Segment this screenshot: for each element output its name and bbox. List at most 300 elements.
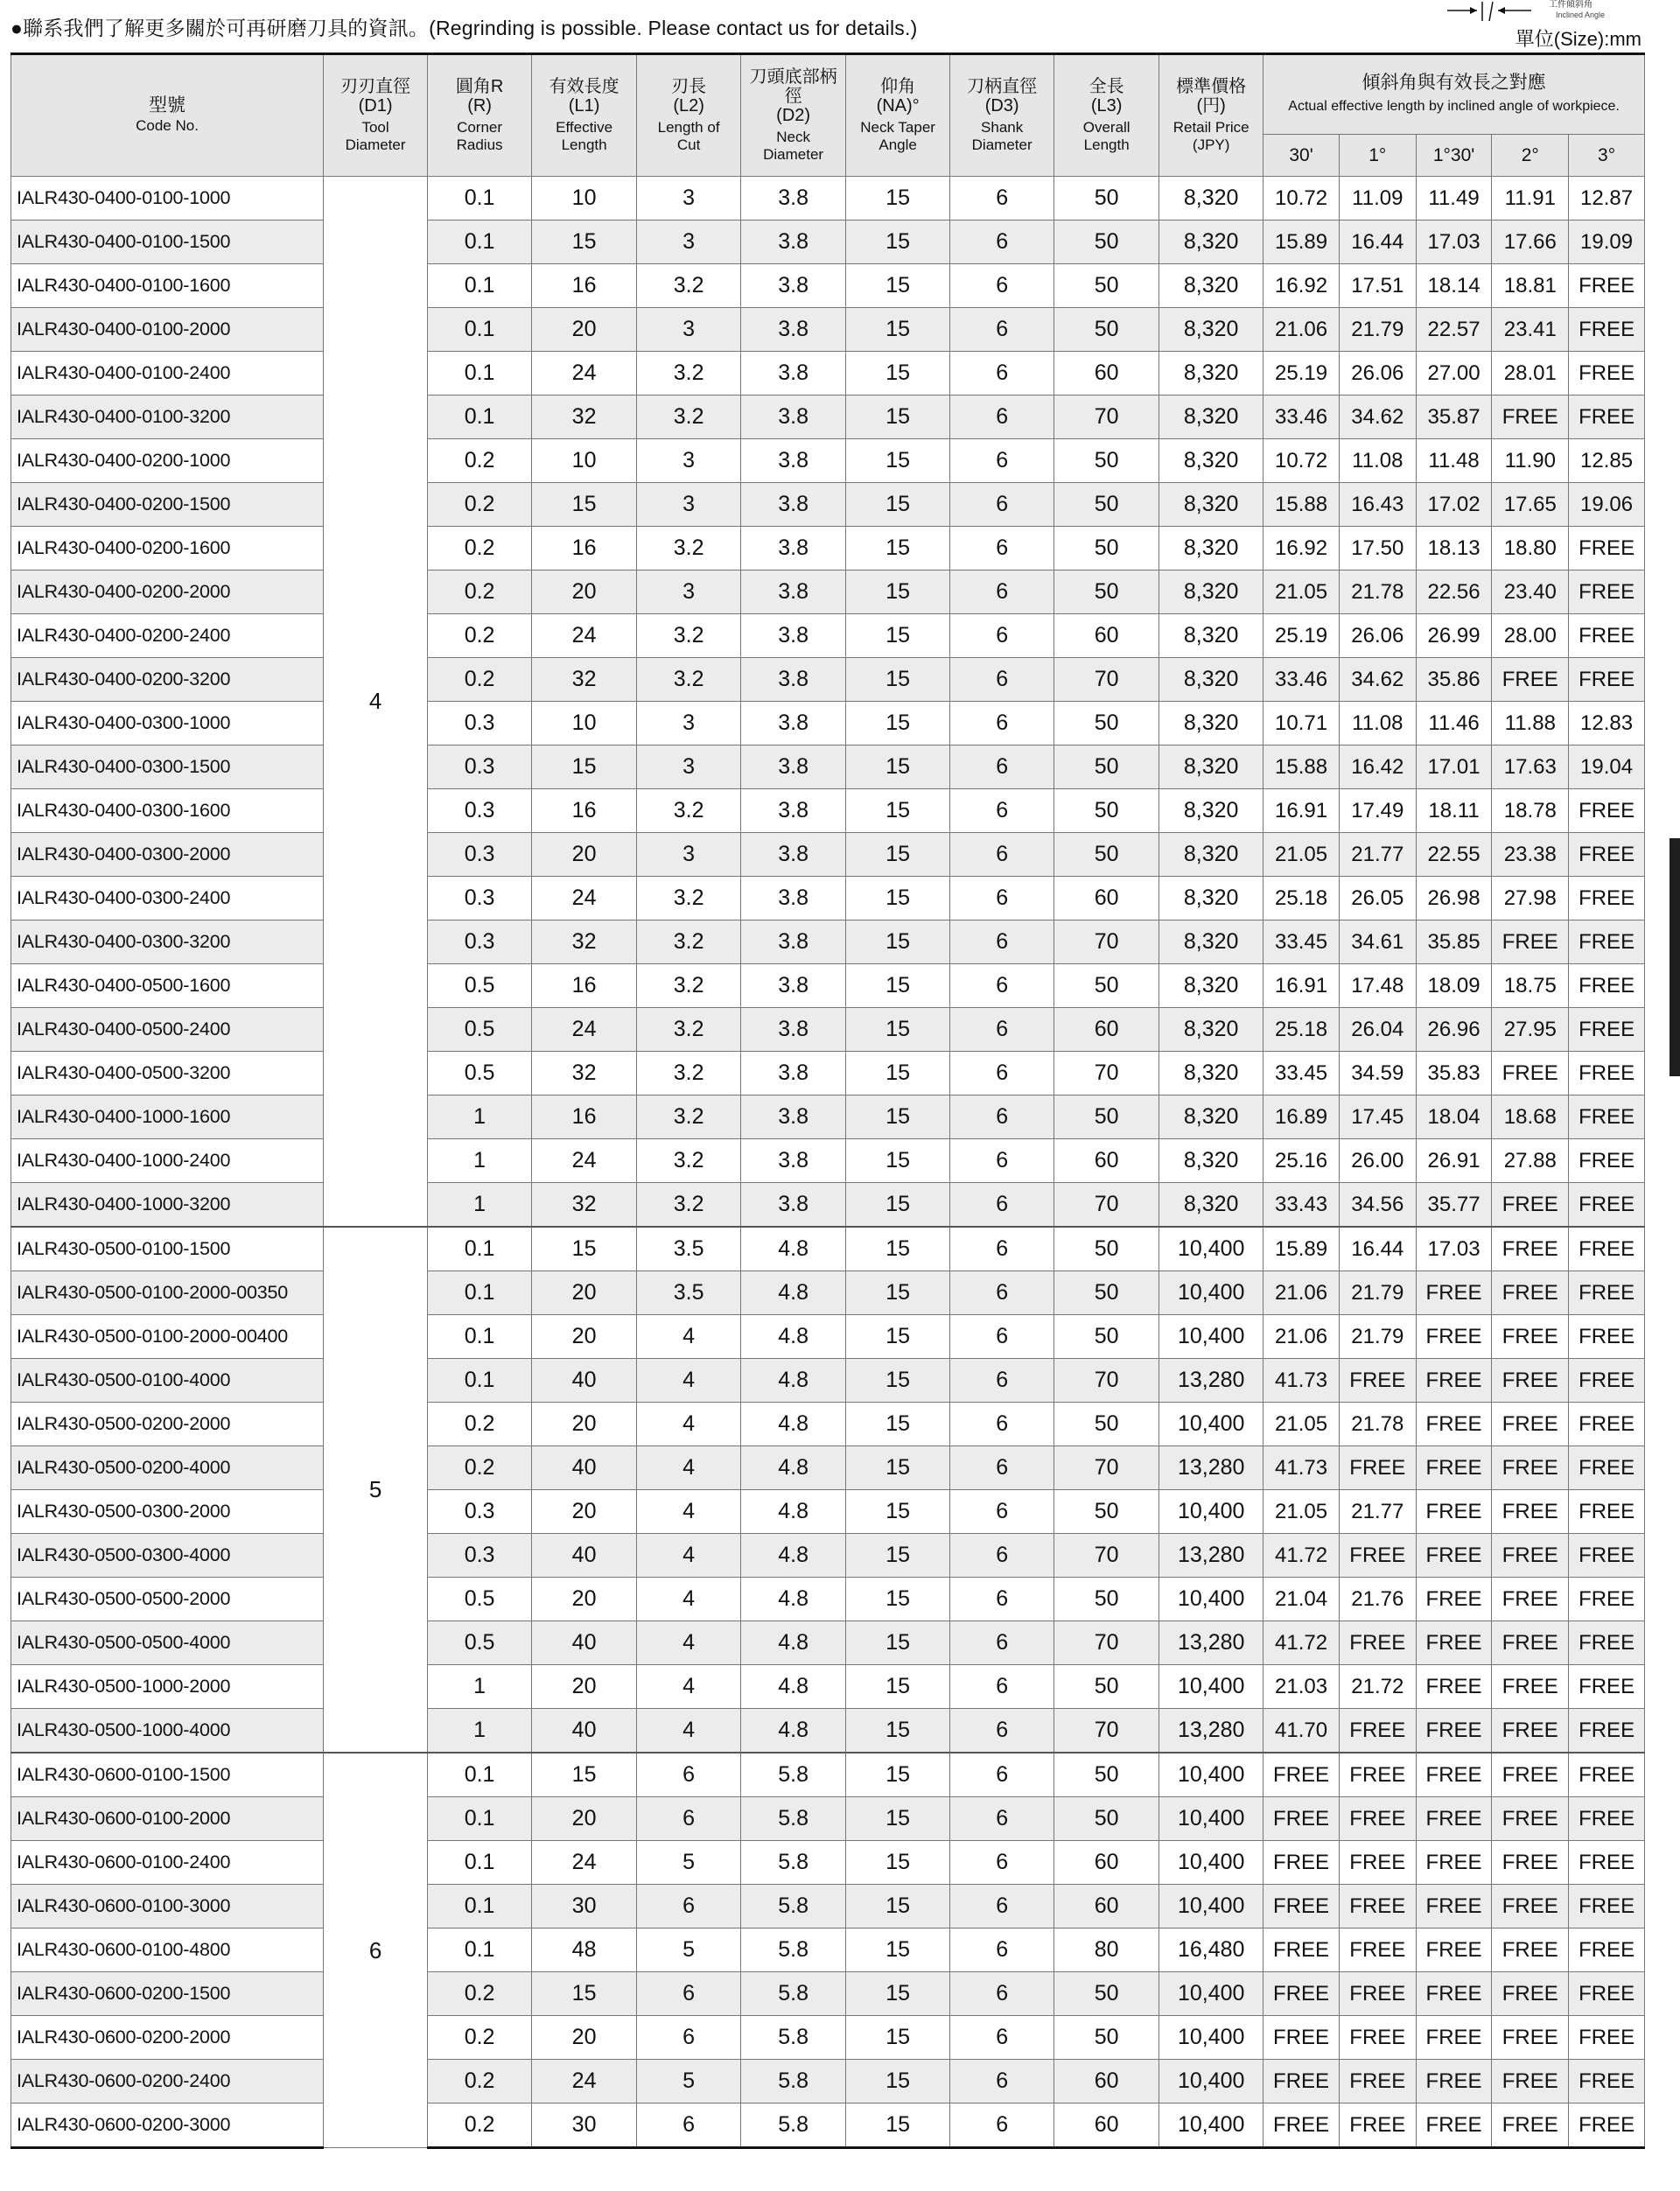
neck-diameter-cell: 3.8 — [741, 920, 846, 964]
overall-length-cell: 50 — [1054, 1227, 1159, 1271]
neck-taper-angle-cell: 15 — [846, 877, 950, 920]
code-cell: IALR430-0600-0200-2400 — [11, 2060, 324, 2104]
code-cell: IALR430-0400-1000-2400 — [11, 1139, 324, 1183]
inclined-1deg-cell: 26.05 — [1339, 877, 1416, 920]
inclined-3deg-cell: FREE — [1569, 308, 1645, 352]
effective-length-cell: 40 — [532, 1446, 637, 1490]
overall-length-cell: 70 — [1054, 396, 1159, 439]
inclined-1deg-cell: FREE — [1339, 1534, 1416, 1578]
shank-diameter-cell: 6 — [950, 1841, 1054, 1885]
col-code-en: Code No. — [136, 117, 199, 134]
col-d1-zh: 刃刃直徑 — [340, 77, 411, 96]
neck-diameter-cell: 4.8 — [741, 1534, 846, 1578]
retail-price-cell: 10,400 — [1159, 1490, 1264, 1534]
inclined-1deg30-cell: FREE — [1416, 1665, 1492, 1709]
inclined-2deg-cell: 11.91 — [1492, 177, 1569, 220]
inclined-1deg30-cell: 35.77 — [1416, 1183, 1492, 1228]
neck-taper-angle-cell: 15 — [846, 1052, 950, 1096]
table-row — [11, 1271, 1645, 1315]
col-d2-zh: 刀頭底部柄徑 — [749, 67, 837, 106]
inclined-1deg-cell: 34.56 — [1339, 1183, 1416, 1228]
unit-label: 單位(Size):mm — [1515, 28, 1642, 50]
neck-diameter-cell: 3.8 — [741, 614, 846, 658]
code-cell: IALR430-0400-0100-2000 — [11, 308, 324, 352]
inclined-3deg-cell: FREE — [1569, 833, 1645, 877]
code-cell: IALR430-0400-0300-2000 — [11, 833, 324, 877]
corner-radius-cell: 0.2 — [428, 439, 532, 483]
inclined-30min-cell: 41.70 — [1264, 1709, 1340, 1754]
shank-diameter-cell: 6 — [950, 1227, 1054, 1271]
corner-radius-cell: 0.1 — [428, 396, 532, 439]
neck-taper-angle-cell: 15 — [846, 658, 950, 702]
neck-taper-angle-cell: 15 — [846, 1972, 950, 2016]
table-row — [11, 1096, 1645, 1139]
corner-radius-cell: 0.1 — [428, 1753, 532, 1797]
retail-price-cell: 8,320 — [1159, 1139, 1264, 1183]
overall-length-cell: 50 — [1054, 1490, 1159, 1534]
inclined-2deg-cell: 17.66 — [1492, 220, 1569, 264]
inclined-3deg-cell: FREE — [1569, 877, 1645, 920]
effective-length-cell: 20 — [532, 308, 637, 352]
code-cell: IALR430-0600-0100-2000 — [11, 1797, 324, 1841]
overall-length-cell: 50 — [1054, 483, 1159, 527]
effective-length-cell: 20 — [532, 570, 637, 614]
effective-length-cell: 32 — [532, 658, 637, 702]
shank-diameter-cell: 6 — [950, 1052, 1054, 1096]
effective-length-cell: 40 — [532, 1359, 637, 1403]
effective-length-cell: 20 — [532, 1578, 637, 1621]
tool-diameter-cell: 5 — [324, 1227, 428, 1753]
inclined-1deg-cell: FREE — [1339, 1885, 1416, 1928]
shank-diameter-cell: 6 — [950, 658, 1054, 702]
code-cell: IALR430-0400-0500-3200 — [11, 1052, 324, 1096]
shank-diameter-cell: 6 — [950, 1928, 1054, 1972]
code-cell: IALR430-0400-0300-1500 — [11, 746, 324, 789]
corner-radius-cell: 0.1 — [428, 1315, 532, 1359]
neck-diameter-cell: 5.8 — [741, 1885, 846, 1928]
table-row — [11, 789, 1645, 833]
inclined-30min-cell: 41.73 — [1264, 1359, 1340, 1403]
col-l1-en2: Length — [561, 136, 607, 153]
shank-diameter-cell: 6 — [950, 1446, 1054, 1490]
inclined-30min-cell: 33.43 — [1264, 1183, 1340, 1228]
inclined-1deg30-cell: FREE — [1416, 2104, 1492, 2148]
inclined-1deg30-cell: 17.03 — [1416, 220, 1492, 264]
table-row — [11, 1315, 1645, 1359]
overall-length-cell: 60 — [1054, 1841, 1159, 1885]
corner-radius-cell: 1 — [428, 1183, 532, 1228]
inclined-1deg30-cell: FREE — [1416, 1885, 1492, 1928]
shank-diameter-cell: 6 — [950, 1534, 1054, 1578]
neck-taper-angle-cell: 15 — [846, 396, 950, 439]
shank-diameter-cell: 6 — [950, 570, 1054, 614]
inclined-3deg-cell: 12.83 — [1569, 702, 1645, 746]
corner-radius-cell: 0.3 — [428, 1490, 532, 1534]
col-angle: 3° — [1569, 135, 1645, 177]
inclined-3deg-cell: FREE — [1569, 1665, 1645, 1709]
overall-length-cell: 50 — [1054, 964, 1159, 1008]
effective-length-cell: 10 — [532, 439, 637, 483]
inclined-30min-cell: FREE — [1264, 1885, 1340, 1928]
length-of-cut-cell: 6 — [637, 2104, 741, 2148]
effective-length-cell: 20 — [532, 833, 637, 877]
neck-taper-angle-cell: 15 — [846, 1315, 950, 1359]
length-of-cut-cell: 3.2 — [637, 1139, 741, 1183]
inclined-3deg-cell: FREE — [1569, 1928, 1645, 1972]
length-of-cut-cell: 5 — [637, 2060, 741, 2104]
inclined-1deg-cell: 26.06 — [1339, 614, 1416, 658]
code-cell: IALR430-0400-1000-3200 — [11, 1183, 324, 1228]
retail-price-cell: 8,320 — [1159, 702, 1264, 746]
corner-radius-cell: 0.1 — [428, 177, 532, 220]
table-row — [11, 2060, 1645, 2104]
inclined-30min-cell: FREE — [1264, 2016, 1340, 2060]
inclined-1deg30-cell: FREE — [1416, 1271, 1492, 1315]
effective-length-cell: 20 — [532, 1797, 637, 1841]
code-cell: IALR430-0500-0100-4000 — [11, 1359, 324, 1403]
inclined-1deg30-cell: FREE — [1416, 1403, 1492, 1446]
neck-taper-angle-cell: 15 — [846, 1797, 950, 1841]
retail-price-cell: 8,320 — [1159, 483, 1264, 527]
neck-diameter-cell: 3.8 — [741, 439, 846, 483]
overall-length-cell: 50 — [1054, 1271, 1159, 1315]
code-cell: IALR430-0400-0200-2000 — [11, 570, 324, 614]
neck-diameter-cell: 4.8 — [741, 1227, 846, 1271]
inclined-3deg-cell: FREE — [1569, 1227, 1645, 1271]
overall-length-cell: 60 — [1054, 1008, 1159, 1052]
length-of-cut-cell: 4 — [637, 1403, 741, 1446]
inclined-2deg-cell: FREE — [1492, 1709, 1569, 1754]
shank-diameter-cell: 6 — [950, 1271, 1054, 1315]
effective-length-cell: 40 — [532, 1709, 637, 1754]
length-of-cut-cell: 3.2 — [637, 658, 741, 702]
corner-radius-cell: 0.3 — [428, 789, 532, 833]
retail-price-cell: 8,320 — [1159, 833, 1264, 877]
neck-diameter-cell: 3.8 — [741, 1008, 846, 1052]
inclined-angle-diagram — [1444, 0, 1636, 23]
inclined-1deg-cell: FREE — [1339, 1446, 1416, 1490]
code-cell: IALR430-0500-0100-2000-00400 — [11, 1315, 324, 1359]
length-of-cut-cell: 6 — [637, 1753, 741, 1797]
inclined-2deg-cell: 27.88 — [1492, 1139, 1569, 1183]
retail-price-cell: 13,280 — [1159, 1534, 1264, 1578]
corner-radius-cell: 1 — [428, 1096, 532, 1139]
inclined-1deg-cell: 26.06 — [1339, 352, 1416, 396]
length-of-cut-cell: 4 — [637, 1359, 741, 1403]
overall-length-cell: 60 — [1054, 2104, 1159, 2148]
length-of-cut-cell: 3.2 — [637, 1052, 741, 1096]
neck-taper-angle-cell: 15 — [846, 1665, 950, 1709]
code-cell: IALR430-0400-0100-1500 — [11, 220, 324, 264]
shank-diameter-cell: 6 — [950, 1490, 1054, 1534]
retail-price-cell: 8,320 — [1159, 1183, 1264, 1228]
neck-taper-angle-cell: 15 — [846, 527, 950, 570]
inclined-3deg-cell: FREE — [1569, 658, 1645, 702]
neck-diameter-cell: 3.8 — [741, 483, 846, 527]
retail-price-cell: 10,400 — [1159, 1271, 1264, 1315]
inclined-3deg-cell: 12.87 — [1569, 177, 1645, 220]
table-row — [11, 1621, 1645, 1665]
col-l1-zh: 有效長度 — [549, 77, 620, 96]
col-r-zh: 圓角R — [455, 77, 504, 96]
overall-length-cell: 50 — [1054, 220, 1159, 264]
shank-diameter-cell: 6 — [950, 2016, 1054, 2060]
col-d3-en1: Shank — [981, 119, 1024, 136]
inclined-1deg-cell: FREE — [1339, 1972, 1416, 2016]
inclined-30min-cell: FREE — [1264, 1972, 1340, 2016]
inclined-3deg-cell: FREE — [1569, 527, 1645, 570]
table-row — [11, 2104, 1645, 2148]
overall-length-cell: 50 — [1054, 1972, 1159, 2016]
table-row — [11, 746, 1645, 789]
col-d2 — [741, 54, 846, 177]
overall-length-cell: 70 — [1054, 1183, 1159, 1228]
inclined-1deg30-cell: 26.99 — [1416, 614, 1492, 658]
code-cell: IALR430-0600-0100-1500 — [11, 1753, 324, 1797]
overall-length-cell: 70 — [1054, 1621, 1159, 1665]
inclined-2deg-cell: FREE — [1492, 920, 1569, 964]
effective-length-cell: 32 — [532, 1183, 637, 1228]
retail-price-cell: 10,400 — [1159, 1753, 1264, 1797]
corner-radius-cell: 0.2 — [428, 2060, 532, 2104]
inclined-30min-cell: 16.91 — [1264, 964, 1340, 1008]
corner-radius-cell: 0.1 — [428, 220, 532, 264]
inclined-1deg30-cell: FREE — [1416, 1446, 1492, 1490]
effective-length-cell: 15 — [532, 746, 637, 789]
table-row — [11, 527, 1645, 570]
inclined-2deg-cell: FREE — [1492, 396, 1569, 439]
col-price-zh: 標準價格 — [1176, 77, 1247, 96]
corner-radius-cell: 0.1 — [428, 308, 532, 352]
retail-price-cell: 10,400 — [1159, 1665, 1264, 1709]
neck-diameter-cell: 5.8 — [741, 1797, 846, 1841]
col-l3 — [1054, 54, 1159, 177]
length-of-cut-cell: 4 — [637, 1490, 741, 1534]
retail-price-cell: 13,280 — [1159, 1446, 1264, 1490]
neck-diameter-cell: 5.8 — [741, 2060, 846, 2104]
neck-diameter-cell: 3.8 — [741, 789, 846, 833]
inclined-30min-cell: 15.88 — [1264, 483, 1340, 527]
table-row — [11, 352, 1645, 396]
table-row — [11, 1183, 1645, 1228]
retail-price-cell: 8,320 — [1159, 570, 1264, 614]
col-l2-en2: Cut — [676, 136, 701, 153]
col-l2-en1: Length of — [657, 119, 720, 136]
shank-diameter-cell: 6 — [950, 1972, 1054, 2016]
effective-length-cell: 30 — [532, 1885, 637, 1928]
length-of-cut-cell: 4 — [637, 1446, 741, 1490]
neck-taper-angle-cell: 15 — [846, 1885, 950, 1928]
inclined-30min-cell: 10.72 — [1264, 177, 1340, 220]
inclined-30min-cell: 21.06 — [1264, 1271, 1340, 1315]
retail-price-cell: 8,320 — [1159, 877, 1264, 920]
corner-radius-cell: 0.2 — [428, 614, 532, 658]
inclined-3deg-cell: FREE — [1569, 1972, 1645, 2016]
retail-price-cell: 13,280 — [1159, 1709, 1264, 1754]
code-cell: IALR430-0400-1000-1600 — [11, 1096, 324, 1139]
corner-radius-cell: 0.5 — [428, 1578, 532, 1621]
table-row — [11, 1972, 1645, 2016]
col-d1-sym: (D1) — [358, 96, 393, 116]
col-angle: 1°30' — [1416, 135, 1492, 177]
inclined-1deg30-cell: 35.87 — [1416, 396, 1492, 439]
inclined-30min-cell: FREE — [1264, 1841, 1340, 1885]
overall-length-cell: 50 — [1054, 789, 1159, 833]
inclined-3deg-cell: FREE — [1569, 1885, 1645, 1928]
retail-price-cell: 8,320 — [1159, 1008, 1264, 1052]
length-of-cut-cell: 4 — [637, 1534, 741, 1578]
corner-radius-cell: 0.2 — [428, 483, 532, 527]
col-na-en2: Angle — [878, 136, 917, 153]
shank-diameter-cell: 6 — [950, 1709, 1054, 1754]
code-cell: IALR430-0500-0500-2000 — [11, 1578, 324, 1621]
col-d2-en2: Diameter — [763, 146, 824, 163]
code-cell: IALR430-0400-0200-1600 — [11, 527, 324, 570]
neck-diameter-cell: 3.8 — [741, 833, 846, 877]
code-cell: IALR430-0500-1000-4000 — [11, 1709, 324, 1754]
length-of-cut-cell: 4 — [637, 1621, 741, 1665]
retail-price-cell: 8,320 — [1159, 439, 1264, 483]
overall-length-cell: 50 — [1054, 702, 1159, 746]
product-spec-table — [10, 52, 1645, 2149]
neck-taper-angle-cell: 15 — [846, 746, 950, 789]
inclined-1deg30-cell: 35.83 — [1416, 1052, 1492, 1096]
table-row — [11, 1534, 1645, 1578]
retail-price-cell: 10,400 — [1159, 1403, 1264, 1446]
neck-diameter-cell: 3.8 — [741, 1183, 846, 1228]
length-of-cut-cell: 3 — [637, 746, 741, 789]
inclined-30min-cell: FREE — [1264, 1753, 1340, 1797]
inclined-30min-cell: 21.05 — [1264, 1403, 1340, 1446]
neck-diameter-cell: 5.8 — [741, 2016, 846, 2060]
code-cell: IALR430-0400-0300-2400 — [11, 877, 324, 920]
retail-price-cell: 10,400 — [1159, 1578, 1264, 1621]
effective-length-cell: 15 — [532, 220, 637, 264]
inclined-1deg-cell: 16.44 — [1339, 220, 1416, 264]
inclined-3deg-cell: 19.06 — [1569, 483, 1645, 527]
inclined-2deg-cell: FREE — [1492, 1227, 1569, 1271]
shank-diameter-cell: 6 — [950, 789, 1054, 833]
inclined-1deg-cell: FREE — [1339, 2060, 1416, 2104]
effective-length-cell: 24 — [532, 1841, 637, 1885]
inclined-2deg-cell: FREE — [1492, 2060, 1569, 2104]
inclined-2deg-cell: 17.65 — [1492, 483, 1569, 527]
table-row — [11, 220, 1645, 264]
shank-diameter-cell: 6 — [950, 833, 1054, 877]
overall-length-cell: 50 — [1054, 570, 1159, 614]
inclined-1deg-cell: 21.79 — [1339, 1271, 1416, 1315]
neck-taper-angle-cell: 15 — [846, 1753, 950, 1797]
inclined-2deg-cell: FREE — [1492, 1446, 1569, 1490]
col-r-sym: (R) — [467, 96, 492, 116]
inclined-1deg-cell: FREE — [1339, 1841, 1416, 1885]
code-cell: IALR430-0400-0100-1000 — [11, 177, 324, 220]
neck-diameter-cell: 4.8 — [741, 1665, 846, 1709]
neck-diameter-cell: 4.8 — [741, 1315, 846, 1359]
col-r-en2: Radius — [456, 136, 503, 153]
retail-price-cell: 13,280 — [1159, 1359, 1264, 1403]
corner-radius-cell: 0.1 — [428, 264, 532, 308]
col-l3-en2: Length — [1083, 136, 1130, 153]
inclined-1deg30-cell: 18.13 — [1416, 527, 1492, 570]
retail-price-cell: 8,320 — [1159, 308, 1264, 352]
inclined-1deg-cell: FREE — [1339, 2016, 1416, 2060]
retail-price-cell: 10,400 — [1159, 1841, 1264, 1885]
col-l2-zh: 刃長 — [671, 77, 707, 96]
neck-diameter-cell: 4.8 — [741, 1709, 846, 1754]
effective-length-cell: 16 — [532, 1096, 637, 1139]
effective-length-cell: 20 — [532, 1271, 637, 1315]
corner-radius-cell: 1 — [428, 1709, 532, 1754]
neck-diameter-cell: 4.8 — [741, 1490, 846, 1534]
shank-diameter-cell: 6 — [950, 439, 1054, 483]
table-row — [11, 658, 1645, 702]
inclined-2deg-cell: 18.75 — [1492, 964, 1569, 1008]
length-of-cut-cell: 3 — [637, 833, 741, 877]
neck-diameter-cell: 5.8 — [741, 1753, 846, 1797]
length-of-cut-cell: 3.2 — [637, 527, 741, 570]
length-of-cut-cell: 3.5 — [637, 1271, 741, 1315]
inclined-3deg-cell: FREE — [1569, 789, 1645, 833]
neck-diameter-cell: 4.8 — [741, 1359, 846, 1403]
inclined-2deg-cell: 18.81 — [1492, 264, 1569, 308]
overall-length-cell: 50 — [1054, 527, 1159, 570]
length-of-cut-cell: 3.2 — [637, 964, 741, 1008]
inclined-2deg-cell: 23.38 — [1492, 833, 1569, 877]
inclined-1deg-cell: FREE — [1339, 1797, 1416, 1841]
inclined-1deg30-cell: FREE — [1416, 1972, 1492, 2016]
inclined-2deg-cell: 27.98 — [1492, 877, 1569, 920]
inclined-2deg-cell: 18.78 — [1492, 789, 1569, 833]
corner-radius-cell: 0.1 — [428, 1359, 532, 1403]
code-cell: IALR430-0400-0500-2400 — [11, 1008, 324, 1052]
inclined-30min-cell: 25.18 — [1264, 1008, 1340, 1052]
code-cell: IALR430-0500-0100-1500 — [11, 1227, 324, 1271]
shank-diameter-cell: 6 — [950, 1578, 1054, 1621]
neck-taper-angle-cell: 15 — [846, 483, 950, 527]
col-r — [428, 54, 532, 177]
neck-taper-angle-cell: 15 — [846, 1928, 950, 1972]
length-of-cut-cell: 3.5 — [637, 1227, 741, 1271]
inclined-3deg-cell: FREE — [1569, 614, 1645, 658]
corner-radius-cell: 0.1 — [428, 1797, 532, 1841]
code-cell: IALR430-0500-0500-4000 — [11, 1621, 324, 1665]
inclined-2deg-cell: 18.80 — [1492, 527, 1569, 570]
table-row — [11, 570, 1645, 614]
effective-length-cell: 32 — [532, 920, 637, 964]
corner-radius-cell: 0.1 — [428, 1885, 532, 1928]
inclined-1deg30-cell: FREE — [1416, 1928, 1492, 1972]
overall-length-cell: 50 — [1054, 308, 1159, 352]
neck-diameter-cell: 5.8 — [741, 1928, 846, 1972]
inclined-3deg-cell: FREE — [1569, 1315, 1645, 1359]
retail-price-cell: 10,400 — [1159, 1227, 1264, 1271]
regrinding-note: ●聯系我們了解更多關於可再研磨刀具的資訊。(Regrinding is possible. Please contact us for details.) — [10, 17, 918, 39]
retail-price-cell: 16,480 — [1159, 1928, 1264, 1972]
inclined-3deg-cell: FREE — [1569, 2104, 1645, 2148]
inclined-2deg-cell: FREE — [1492, 1359, 1569, 1403]
col-l3-zh: 全長 — [1088, 77, 1124, 96]
overall-length-cell: 50 — [1054, 439, 1159, 483]
inclined-3deg-cell: FREE — [1569, 352, 1645, 396]
effective-length-cell: 32 — [532, 1052, 637, 1096]
neck-taper-angle-cell: 15 — [846, 220, 950, 264]
col-price-sym: (円) — [1196, 96, 1226, 116]
length-of-cut-cell: 3.2 — [637, 396, 741, 439]
overall-length-cell: 50 — [1054, 1753, 1159, 1797]
corner-radius-cell: 0.3 — [428, 833, 532, 877]
inclined-3deg-cell: FREE — [1569, 1139, 1645, 1183]
